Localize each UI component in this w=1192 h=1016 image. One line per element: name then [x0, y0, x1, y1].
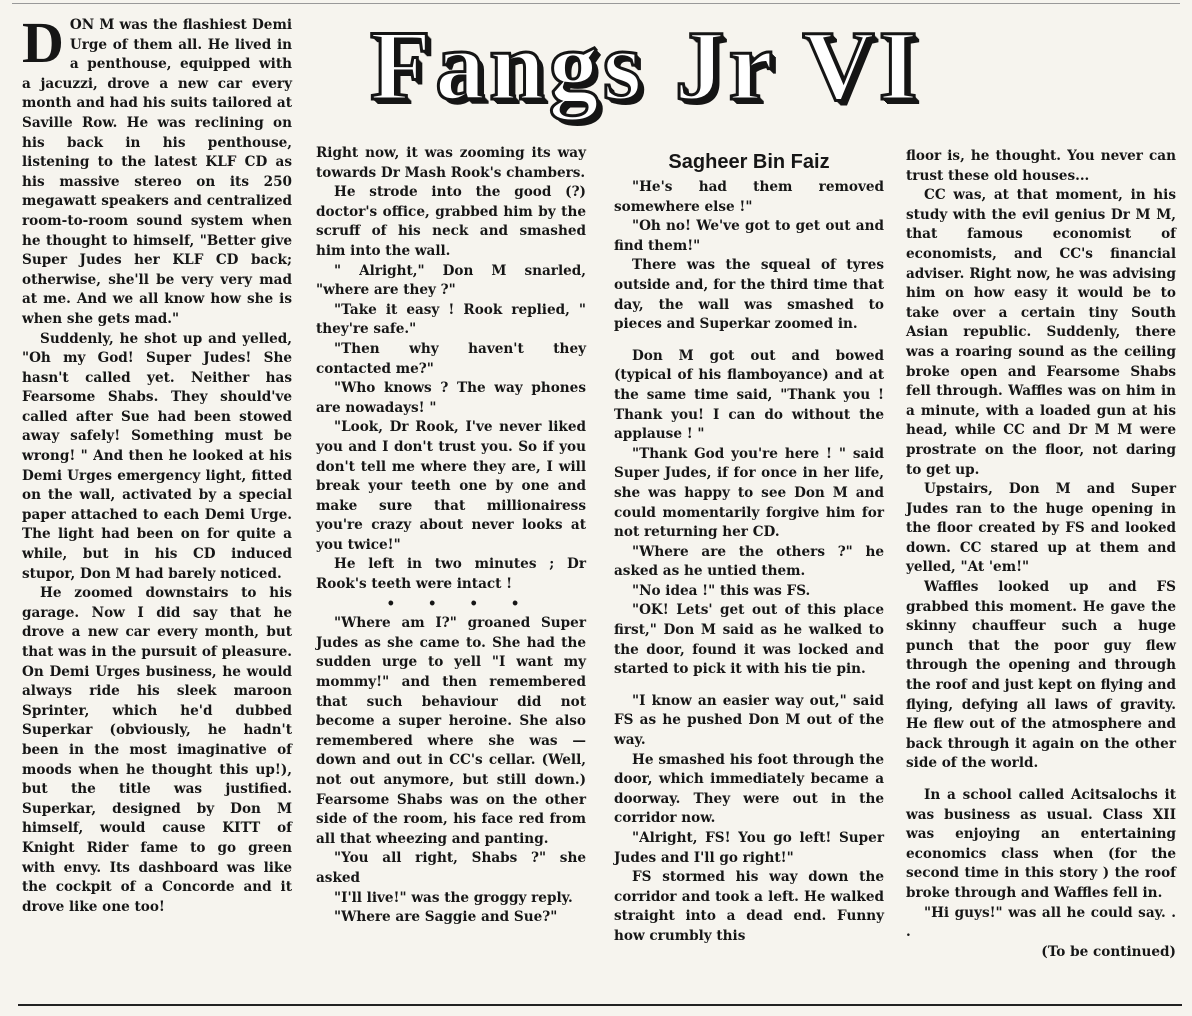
- paragraph: [22, 10, 292, 330]
- paragraph: " Alright," Don M snarled, "where are they ?": [316, 262, 586, 299]
- paragraph: Don M got out and bowed (typical of his flamboyance) and at the same time said, "Thank you ! Thank you! I can do without the applause ! ": [614, 347, 884, 443]
- top-rule: [12, 3, 1180, 4]
- paragraph: "Take it easy ! Rook replied, " they're safe.": [316, 301, 586, 338]
- section-separator: • • • •: [386, 595, 534, 612]
- paragraph: Upstairs, Don M and Super Judes ran to the huge opening in the floor created by FS and looked down. CC stared up at them and yelled, "At 'em!": [906, 481, 1176, 576]
- column-3: [614, 178, 884, 947]
- paragraph: He zoomed downstairs to his garage. Now I did say that he drove a new car every month, but that was in the pursuit of pleasure. On Demi Urges business, he would always ride his sleek maroon Sprinter, which he'd dubbed Superkar (obviously, he hadn't been in the most imaginative of moods when he thought this up!), but the title was justified. Superkar, designed by Don M himself, would cause KITT of Knight Rider fame to go green with envy. Its dashboard was like the cockpit of a Concorde and it drove like one too!: [22, 585, 292, 915]
- paragraph: FS stormed his way down the corridor and took a left. He walked straight into a dead end. Funny how crumbly this: [614, 869, 884, 944]
- paragraph: Waffles looked up and FS grabbed this moment. He gave the skinny chauffeur such a huge punch that the poor guy flew through the opening and through the roof and just kept on flying and flying, defying all laws of gravity. He flew out of the atmosphere and back through it again on the other side of the world.: [906, 579, 1176, 772]
- byline: Sagheer Bin Faiz: [668, 151, 830, 173]
- paragraph: "Look, Dr Rook, I've never liked you and I don't trust you. So if you don't tell me where they are, I will break your teeth one by one and make sure that millionairess you're crazy about never looks at you twice!": [316, 419, 586, 553]
- paragraph: "Where are Saggie and Sue?": [334, 909, 558, 926]
- column-1: [22, 10, 292, 917]
- paragraph: "I'll live!" was the groggy reply.: [334, 889, 573, 906]
- paragraph: "Thank God you're here ! " said Super Judes, if for once in her life, she was happy to see Don M and could momentarily forgive him for not returning her CD.: [614, 445, 884, 541]
- paragraph: "He's had them removed somewhere else !": [614, 179, 884, 215]
- drop-cap: D: [22, 10, 64, 75]
- paragraph: "Alright, FS! You go left! Super Judes and I'll go right!": [614, 830, 884, 866]
- paragraph: "Who knows ? The way phones are nowadays! ": [316, 380, 586, 416]
- paragraph: Right now, it was zooming its way towards Dr Mash Rook's chambers.: [316, 145, 586, 181]
- column-2: [316, 144, 586, 928]
- paragraph: "I know an easier way out," said FS as he pushed Don M out of the way.: [614, 692, 884, 749]
- paragraph: Suddenly, he shot up and yelled, "Oh my God! Super Judes! She hasn't called yet. Neither has Fearsome Shabs. They should've called after Sue had been stowed away safely! Something must be wrong! " And then he looked at his Demi Urges emergency light, fitted on the wall, activated by a special paper attached to each Demi Urge. The light had been on for quite a while, but in his CD induced stupor, Don M had barely noticed.: [22, 330, 292, 582]
- paragraph: "No idea !" this was FS.: [632, 582, 811, 599]
- paragraph: "OK! Lets' get out of this place first," Don M said as he walked to the door, found it was locked and started to pick it with his tie pin.: [614, 602, 884, 678]
- paragraph: In a school called Acitsalochs it was business as usual. Class XII was enjoying an entertaining economics class when (for the second time in this story ) the roof broke through and Waffles fell in.: [906, 787, 1176, 901]
- paragraph: CC was, at that moment, in his study with the evil genius Dr M M, that famous economist of economists, and CC's financial adviser. Right now, he was advising him on how easy it would be to take over a certain tiny South Asian republic. Suddenly, there was a roaring sound as the ceiling broke open and Fearsome Shabs fell through. Waffles was on him in a minute, with a loaded gun at his head, while CC and Dr M M were prostrate on the floor, not daring to get up.: [906, 187, 1176, 478]
- paragraph: He smashed his foot through the door, which immediately became a doorway. They were out in the corridor now.: [614, 751, 884, 827]
- paragraph: He strode into the good (?) doctor's office, grabbed him by the scruff of his neck and smashed him into the wall.: [316, 184, 586, 259]
- paragraph: "Where am I?" groaned Super Judes as she came to. She had the sudden urge to yell "I want my mommy!" and then remembered that such behaviour did not become a super heroine. She also remembered where she was — down and out in CC's cellar. (Well, not out anymore, but still down.) Fearsome Shabs was on the other side of the room, his face red from all that wheezing and panting.: [316, 615, 586, 847]
- paragraph-text: ON M was the flashiest Demi Urge of them all. He lived in a penthouse, equipped with a jacuzzi, drove a new car every month and had his suits tailored at Saville Row. He was reclining on his back in his penthouse, listening to the latest KLF CD as his massive stereo on its 250 megawatt speakers and centralized room-to-room sound system when he thought to himself, "Better give Super Judes her KLF CD back; otherwise, she'll be very very mad at me. And we all know how she is when she gets mad.": [22, 17, 292, 327]
- to-be-continued: (To be continued): [1041, 943, 1176, 960]
- paragraph: He left in two minutes ; Dr Rook's teeth were intact !: [316, 556, 586, 593]
- paragraph: "You all right, Shabs ?" she asked: [316, 850, 586, 886]
- bottom-rule: [18, 1004, 1182, 1006]
- article-title: Fangs Jr VI: [370, 10, 922, 121]
- paragraph: There was the squeal of tyres outside and, for the third time that day, the wall was smashed to pieces and Superkar zoomed in.: [614, 257, 884, 333]
- paragraph: "Hi guys!" was all he could say. . .: [906, 904, 1176, 941]
- paragraph: floor is, he thought. You never can trust these old houses...: [906, 148, 1176, 184]
- paragraph: "Where are the others ?" he asked as he untied them.: [614, 543, 884, 580]
- paragraph: "Oh no! We've got to get out and find them!": [614, 218, 884, 254]
- column-4: [906, 147, 1176, 962]
- paragraph: "Then why haven't they contacted me?": [316, 340, 586, 377]
